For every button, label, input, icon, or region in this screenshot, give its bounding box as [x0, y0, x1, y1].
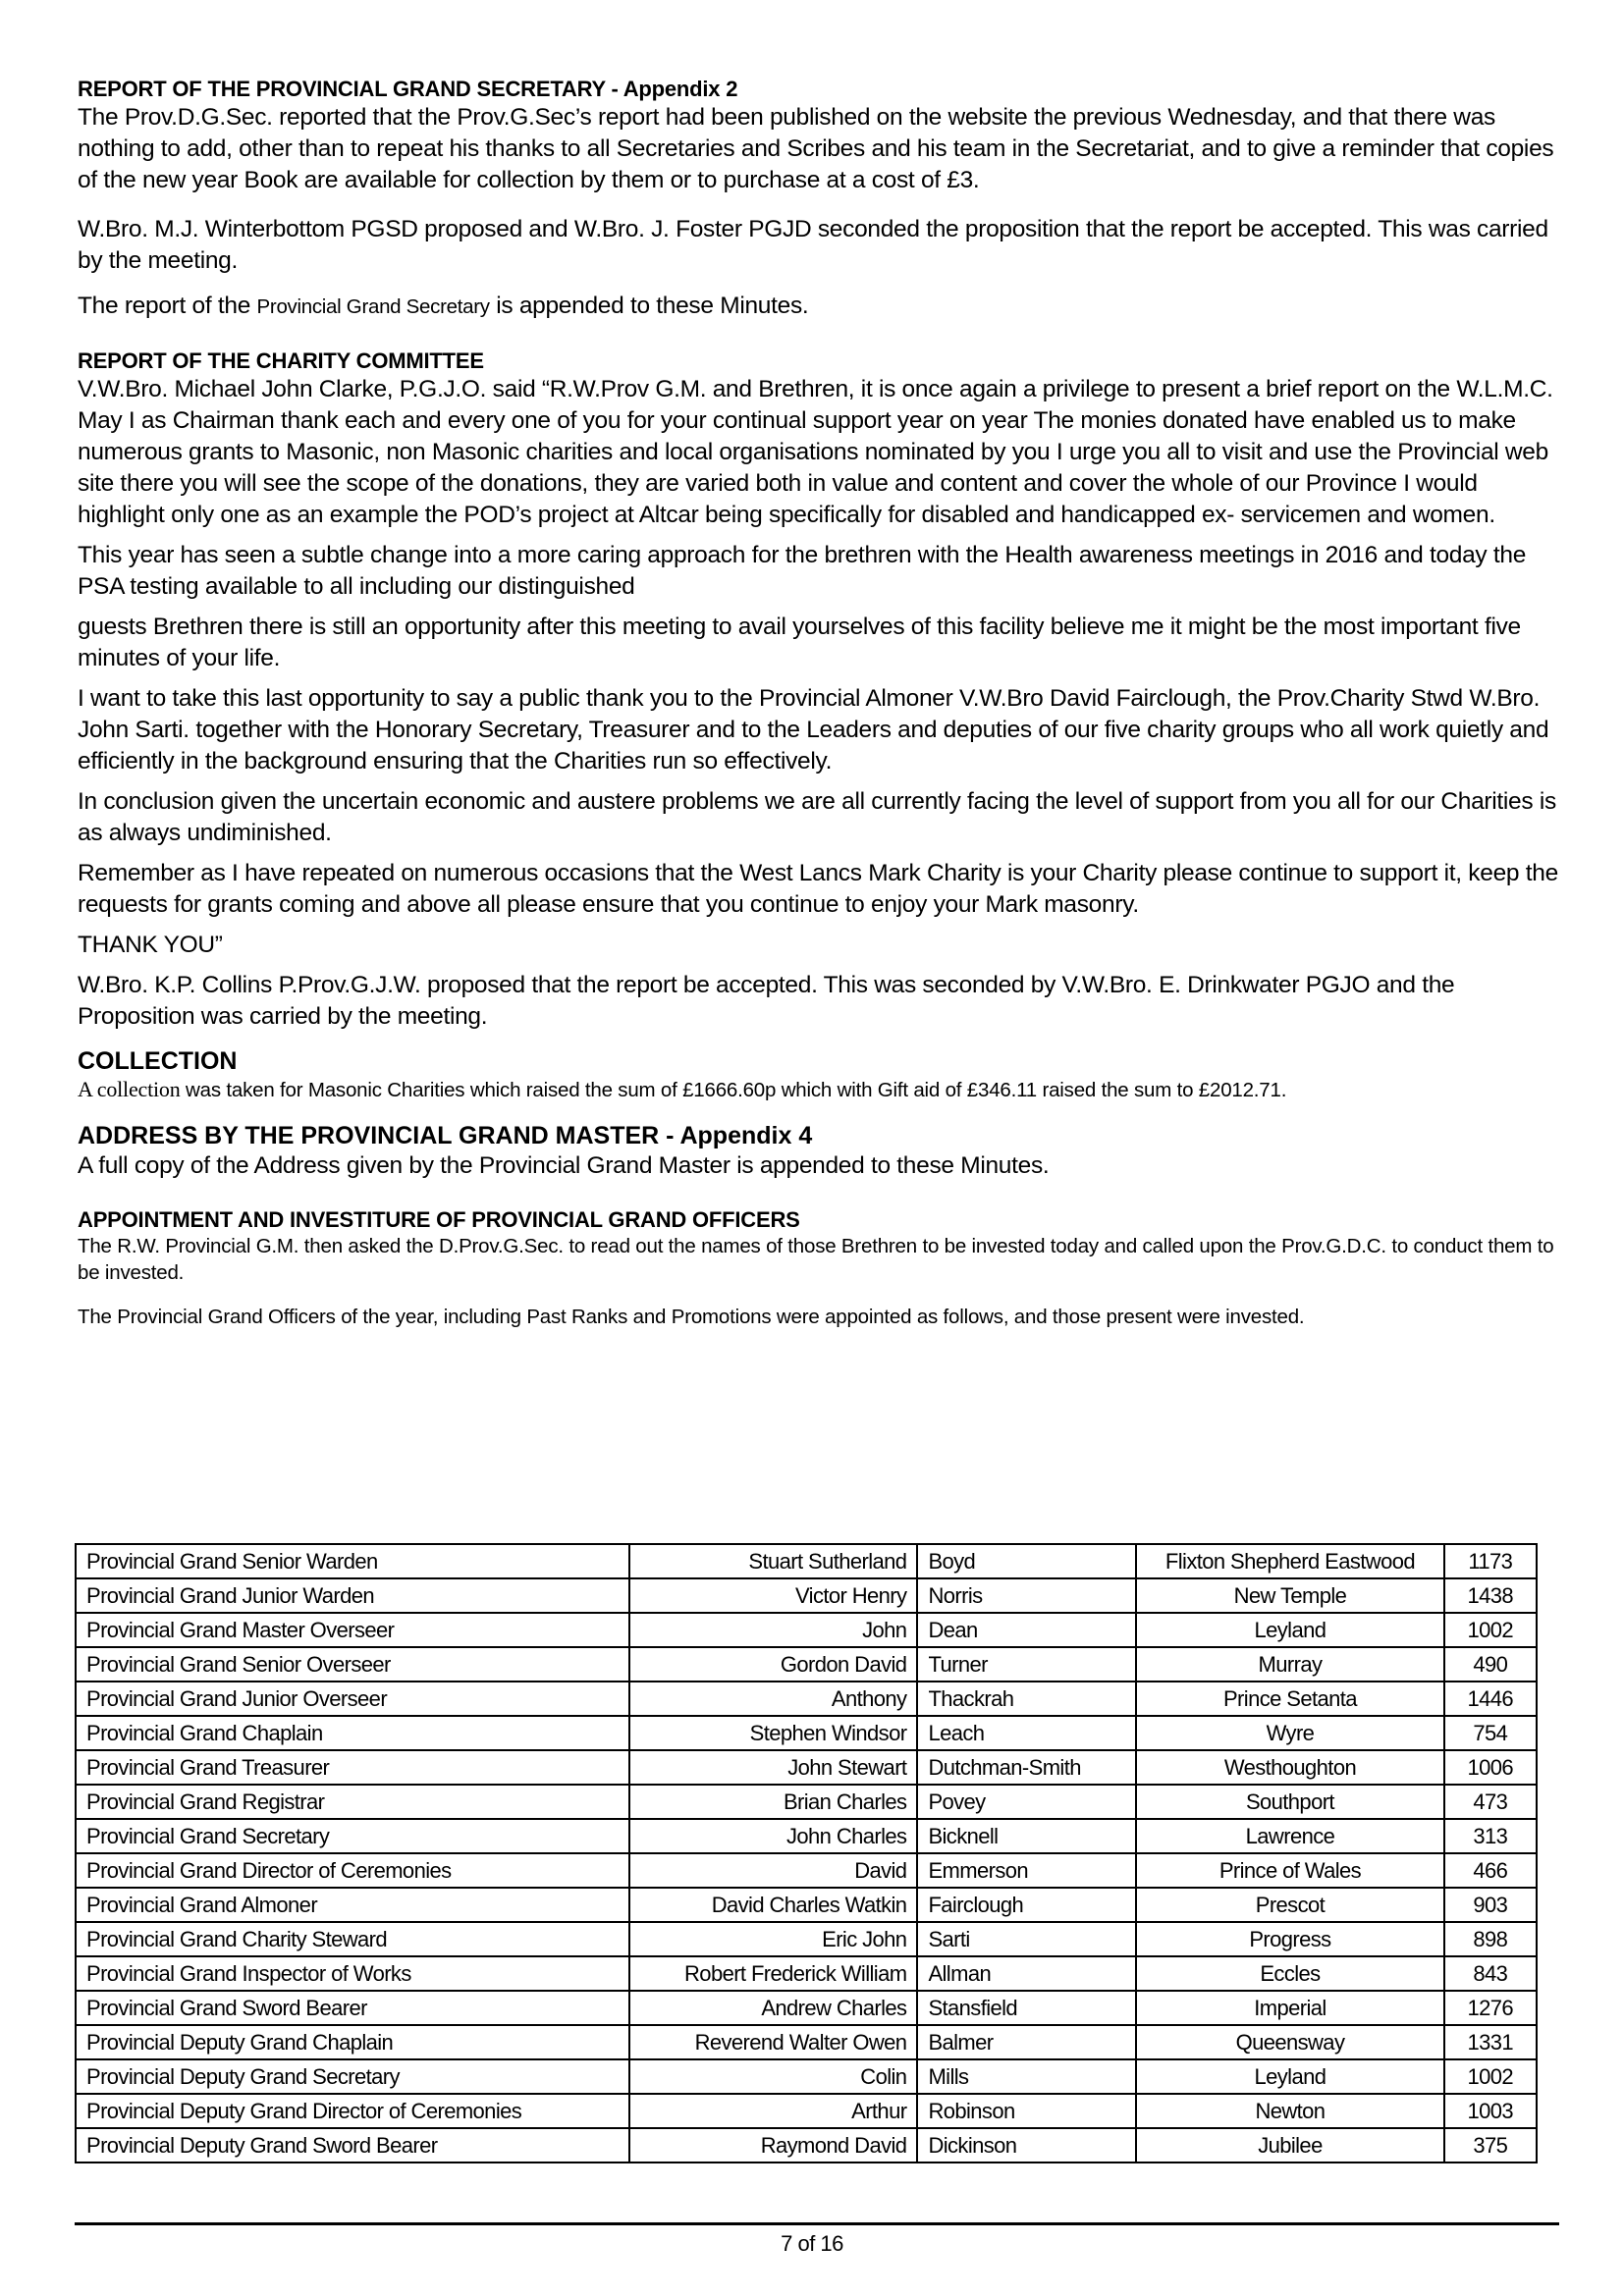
lodge-cell: Leyland: [1136, 2059, 1443, 2094]
table-row: [76, 2059, 1537, 2094]
collection-heading: COLLECTION: [78, 1047, 238, 1075]
first-names-cell: Andrew Charles: [629, 1991, 917, 2025]
footer-divider: [75, 2222, 1559, 2225]
charity-paragraph: In conclusion given the uncertain economic and austere problems we are all currently facing the level of support from you all for our Charities is as always undiminished.: [78, 788, 1556, 846]
lodge-cell: Prince of Wales: [1136, 1853, 1443, 1888]
office-cell: Provincial Grand Senior Overseer: [76, 1647, 629, 1682]
office-cell: Provincial Grand Almoner: [76, 1888, 629, 1922]
appointment-paragraph: The R.W. Provincial G.M. then asked the D.Prov.G.Sec. to read out the names of those Brethren to be invested today and called upon the Prov.G.D.C. to conduct them to be invested.: [78, 1235, 1554, 1284]
lodge-cell: Newton: [1136, 2094, 1443, 2128]
first-names-cell: Anthony: [629, 1682, 917, 1716]
table-row: [76, 1647, 1537, 1682]
office-cell: Provincial Grand Director of Ceremonies: [76, 1853, 629, 1888]
surname-cell: Robinson: [917, 2094, 1136, 2128]
surname-cell: Mills: [917, 2059, 1136, 2094]
lodge-number-cell: 754: [1444, 1716, 1537, 1750]
lodge-cell: Murray: [1136, 1647, 1443, 1682]
surname-cell: Boyd: [917, 1544, 1136, 1578]
surname-cell: Fairclough: [917, 1888, 1136, 1922]
lodge-cell: Southport: [1136, 1785, 1443, 1819]
charity-paragraph: I want to take this last opportunity to say a public thank you to the Provincial Almoner V.W.Bro David Fairclough, the Prov.Charity Stwd W.Bro. John Sarti. together with the Honorary Secretary, Treasurer and to the Leaders and deputies of our five charity groups who all work quietly and efficiently in the background ensuring that the Charities run so effectively.: [78, 685, 1549, 774]
surname-cell: Emmerson: [917, 1853, 1136, 1888]
office-cell: Provincial Grand Senior Warden: [76, 1544, 629, 1578]
lodge-number-cell: 375: [1444, 2128, 1537, 2163]
first-names-cell: Gordon David: [629, 1647, 917, 1682]
lodge-cell: Eccles: [1136, 1956, 1443, 1991]
charity-paragraph: V.W.Bro. Michael John Clarke, P.G.J.O. said “R.W.Prov G.M. and Brethren, it is once again a privilege to present a brief report on the W.L.M.C. May I as Chairman thank each and every one of you for your continual support year on year The monies donated have enabled us to make numerous grants to Masonic, non Masonic charities and local organisations nominated by you I urge you all to visit and use the Provincial web site there you will see the scope of the donations, they are varied both in value and content and cover the whole of our Province I would highlight only one as an example the POD’s project at Altcar being specifically for disabled and handicapped ex- servicemen and women.: [78, 376, 1553, 528]
table-row: [76, 1922, 1537, 1956]
lodge-number-cell: 1173: [1444, 1544, 1537, 1578]
appended-prefix: The report of the: [78, 293, 257, 319]
surname-cell: Dean: [917, 1613, 1136, 1647]
lodge-number-cell: 1003: [1444, 2094, 1537, 2128]
office-cell: Provincial Grand Charity Steward: [76, 1922, 629, 1956]
lodge-number-cell: 466: [1444, 1853, 1537, 1888]
lodge-number-cell: 898: [1444, 1922, 1537, 1956]
lodge-cell: Imperial: [1136, 1991, 1443, 2025]
first-names-cell: Victor Henry: [629, 1578, 917, 1613]
table-row: [76, 1613, 1537, 1647]
first-names-cell: Robert Frederick William: [629, 1956, 917, 1991]
lodge-number-cell: 843: [1444, 1956, 1537, 1991]
table-row: [76, 1956, 1537, 1991]
office-cell: Provincial Grand Registrar: [76, 1785, 629, 1819]
table-row: [76, 1819, 1537, 1853]
first-names-cell: John Stewart: [629, 1750, 917, 1785]
lodge-number-cell: 1331: [1444, 2025, 1537, 2059]
address-text: A full copy of the Address given by the Provincial Grand Master is appended to these Minutes.: [78, 1152, 1050, 1179]
first-names-cell: Eric John: [629, 1922, 917, 1956]
lodge-number-cell: 1006: [1444, 1750, 1537, 1785]
page-number: 7 of 16: [781, 2231, 843, 2256]
table-row: [76, 1682, 1537, 1716]
table-row: [76, 1853, 1537, 1888]
first-names-cell: David Charles Watkin: [629, 1888, 917, 1922]
table-row: [76, 2025, 1537, 2059]
table-row: [76, 1578, 1537, 1613]
first-names-cell: John Charles: [629, 1819, 917, 1853]
office-cell: Provincial Grand Master Overseer: [76, 1613, 629, 1647]
first-names-cell: Brian Charles: [629, 1785, 917, 1819]
lodge-cell: Queensway: [1136, 2025, 1443, 2059]
office-cell: Provincial Deputy Grand Chaplain: [76, 2025, 629, 2059]
surname-cell: Stansfield: [917, 1991, 1136, 2025]
office-cell: Provincial Grand Sword Bearer: [76, 1991, 629, 2025]
first-names-cell: Reverend Walter Owen: [629, 2025, 917, 2059]
office-cell: Provincial Deputy Grand Director of Ceremonies: [76, 2094, 629, 2128]
lodge-cell: Flixton Shepherd Eastwood: [1136, 1544, 1443, 1578]
table-row: [76, 1544, 1537, 1578]
first-names-cell: Stephen Windsor: [629, 1716, 917, 1750]
secretary-report-proposition: W.Bro. M.J. Winterbottom PGSD proposed and W.Bro. J. Foster PGJD seconded the proposition that the report be accepted. This was carried by the meeting.: [78, 216, 1548, 274]
lodge-number-cell: 473: [1444, 1785, 1537, 1819]
officers-table-body: [76, 1544, 1537, 2163]
surname-cell: Thackrah: [917, 1682, 1136, 1716]
office-cell: Provincial Deputy Grand Secretary: [76, 2059, 629, 2094]
lodge-number-cell: 1276: [1444, 1991, 1537, 2025]
collection-lead: A collection: [78, 1077, 181, 1101]
surname-cell: Allman: [917, 1956, 1136, 1991]
surname-cell: Turner: [917, 1647, 1136, 1682]
surname-cell: Leach: [917, 1716, 1136, 1750]
secretary-report-appended-note: [78, 291, 1560, 323]
charity-paragraph: Remember as I have repeated on numerous occasions that the West Lancs Mark Charity is your Charity please continue to support it, keep the requests for grants coming and above all please ensure that you continue to enjoy your Mark masonry.: [78, 860, 1558, 918]
first-names-cell: Colin: [629, 2059, 917, 2094]
secretary-report-heading: REPORT OF THE PROVINCIAL GRAND SECRETARY - Appendix 2: [78, 77, 738, 101]
lodge-cell: Wyre: [1136, 1716, 1443, 1750]
lodge-cell: New Temple: [1136, 1578, 1443, 1613]
lodge-number-cell: 1002: [1444, 1613, 1537, 1647]
collection-rest: was taken for Masonic Charities which raised the sum of £1666.60p which with Gift aid of £346.11 raised the sum to £2012.71.: [180, 1079, 1287, 1101]
document-page: [78, 77, 1560, 1330]
lodge-cell: Prince Setanta: [1136, 1682, 1443, 1716]
lodge-number-cell: 313: [1444, 1819, 1537, 1853]
lodge-number-cell: 1002: [1444, 2059, 1537, 2094]
lodge-number-cell: 490: [1444, 1647, 1537, 1682]
lodge-cell: Lawrence: [1136, 1819, 1443, 1853]
address-heading: ADDRESS BY THE PROVINCIAL GRAND MASTER - Appendix 4: [78, 1122, 813, 1149]
lodge-cell: Jubilee: [1136, 2128, 1443, 2163]
lodge-cell: Progress: [1136, 1922, 1443, 1956]
first-names-cell: Raymond David: [629, 2128, 917, 2163]
surname-cell: Bicknell: [917, 1819, 1136, 1853]
appointment-heading: APPOINTMENT AND INVESTITURE OF PROVINCIAL GRAND OFFICERS: [78, 1207, 800, 1232]
first-names-cell: John: [629, 1613, 917, 1647]
lodge-number-cell: 1438: [1444, 1578, 1537, 1613]
first-names-cell: Arthur: [629, 2094, 917, 2128]
first-names-cell: Stuart Sutherland: [629, 1544, 917, 1578]
table-row: [76, 2128, 1537, 2163]
collection-text: [78, 1076, 1560, 1103]
table-row: [76, 1991, 1537, 2025]
lodge-cell: Leyland: [1136, 1613, 1443, 1647]
first-names-cell: David: [629, 1853, 917, 1888]
lodge-number-cell: 903: [1444, 1888, 1537, 1922]
officers-table: [75, 1543, 1538, 2163]
appended-suffix: is appended to these Minutes.: [489, 293, 809, 319]
secretary-report-paragraph: The Prov.D.G.Sec. reported that the Prov.G.Sec’s report had been published on the website the previous Wednesday, and that there was nothing to add, other than to repeat his thanks to all Secretaries and Scribes and his team in the Secretariat, and to give a reminder that copies of the new year Book are available for collection by them or to purchase at a cost of £3.: [78, 104, 1554, 193]
lodge-cell: Westhoughton: [1136, 1750, 1443, 1785]
table-row: [76, 1716, 1537, 1750]
office-cell: Provincial Grand Junior Overseer: [76, 1682, 629, 1716]
charity-paragraph: guests Brethren there is still an opportunity after this meeting to avail yourselves of this facility believe me it might be the most important five minutes of your life.: [78, 614, 1521, 671]
surname-cell: Sarti: [917, 1922, 1136, 1956]
appointment-paragraph: The Provincial Grand Officers of the year, including Past Ranks and Promotions were appointed as follows, and those present were invested.: [78, 1306, 1305, 1328]
appended-emphasis: Provincial Grand Secretary: [256, 295, 490, 318]
lodge-number-cell: 1446: [1444, 1682, 1537, 1716]
table-row: [76, 1785, 1537, 1819]
table-row: [76, 1888, 1537, 1922]
lodge-cell: Prescot: [1136, 1888, 1443, 1922]
surname-cell: Dickinson: [917, 2128, 1136, 2163]
office-cell: Provincial Grand Junior Warden: [76, 1578, 629, 1613]
charity-thank-you: THANK YOU”: [78, 932, 223, 958]
office-cell: Provincial Deputy Grand Sword Bearer: [76, 2128, 629, 2163]
charity-committee-heading: REPORT OF THE CHARITY COMMITTEE: [78, 348, 484, 373]
surname-cell: Dutchman-Smith: [917, 1750, 1136, 1785]
charity-paragraph: This year has seen a subtle change into a more caring approach for the brethren with the Health awareness meetings in 2016 and today the PSA testing available to all including our distinguished: [78, 542, 1527, 600]
office-cell: Provincial Grand Inspector of Works: [76, 1956, 629, 1991]
office-cell: Provincial Grand Treasurer: [76, 1750, 629, 1785]
surname-cell: Balmer: [917, 2025, 1136, 2059]
surname-cell: Norris: [917, 1578, 1136, 1613]
charity-proposition: W.Bro. K.P. Collins P.Prov.G.J.W. proposed that the report be accepted. This was seconded by V.W.Bro. E. Drinkwater PGJO and the Proposition was carried by the meeting.: [78, 972, 1455, 1030]
table-row: [76, 1750, 1537, 1785]
table-row: [76, 2094, 1537, 2128]
office-cell: Provincial Grand Secretary: [76, 1819, 629, 1853]
surname-cell: Povey: [917, 1785, 1136, 1819]
office-cell: Provincial Grand Chaplain: [76, 1716, 629, 1750]
